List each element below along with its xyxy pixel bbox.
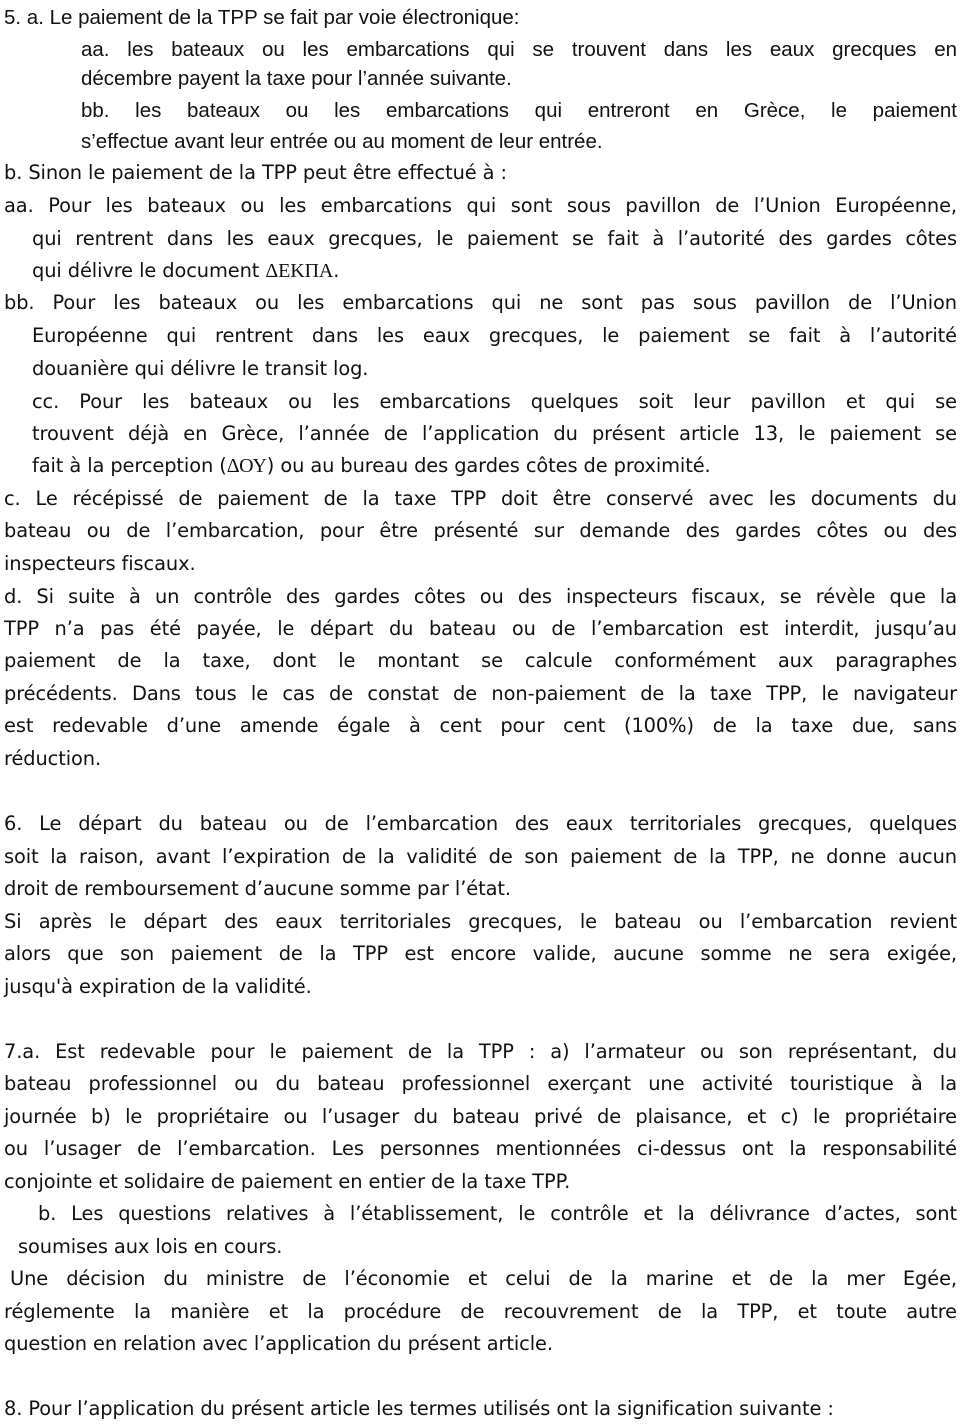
decision-line-3: question en relation avec l’application du présent article. (4, 1332, 553, 1355)
section-5b-bb-line-2: Européenne qui rentrent dans les eaux grecques, le paiement se fait à l’autorité (32, 324, 957, 347)
section-5d-line-3: paiement de la taxe, dont le montant se calcule conformément aux paragraphes (4, 649, 957, 672)
section-6-line-4: Si après le départ des eaux territoriales grecques, le bateau ou l’embarcation revient (4, 910, 957, 933)
section-5c-line-1: c. Le récépissé de paiement de la taxe TPP doit être conservé avec les documents du (4, 487, 957, 510)
section-8-line-1: 8. Pour l’application du présent article les termes utilisés ont la signification suivante : (4, 1397, 834, 1420)
section-5a-bb-line-2: s’effectue avant leur entrée ou au moment de leur entrée. (81, 130, 603, 153)
section-7a-line-2: bateau professionnel ou du bateau professionnel exerçant une activité touristique à la (4, 1072, 957, 1095)
section-5d-line-1: d. Si suite à un contrôle des gardes côtes ou des inspecteurs fiscaux, se révèle que la (4, 585, 957, 608)
section-7b-line-1: b. Les questions relatives à l’établissement, le contrôle et la délivrance d’actes, sont (38, 1202, 957, 1225)
decision-line-1: Une décision du ministre de l’économie et celui de la marine et de la mer Egée, (10, 1267, 957, 1290)
greek-office-code: ΔΟΥ (226, 455, 267, 477)
section-7a-line-4: ou l’usager de l’embarcation. Les personnes mentionnées ci-dessus ont la responsabilité (4, 1137, 957, 1160)
section-5b-cc-line-1: cc. Pour les bateaux ou les embarcations quelques soit leur pavillon et qui se (32, 390, 957, 413)
section-5d-line-4: précédents. Dans tous le cas de constat de non-paiement de la taxe TPP, le navigateur (4, 682, 957, 705)
section-5b-bb-line-3: douanière qui délivre le transit log. (32, 357, 369, 380)
section-6-line-6: jusqu'à expiration de la validité. (4, 975, 312, 998)
section-5a-bb-line-1: bb. les bateaux ou les embarcations qui entreront en Grèce, le paiement (81, 99, 957, 122)
section-6-line-5: alors que son paiement de la TPP est encore valide, aucune somme ne sera exigée, (4, 942, 957, 965)
section-7a-line-5: conjointe et solidaire de paiement en entier de la taxe TPP. (4, 1170, 571, 1193)
section-5b-heading: b. Sinon le paiement de la TPP peut être effectué à : (4, 161, 507, 184)
section-7b-line-2: soumises aux lois en cours. (18, 1235, 283, 1258)
section-5a-heading: 5. a. Le paiement de la TPP se fait par voie électronique: (4, 6, 520, 29)
section-5b-cc-line-3 (32, 453, 711, 479)
section-5b-cc-line-3-text: fait à la perception ( (32, 454, 227, 477)
section-5a-aa-line-1: aa. les bateaux ou les embarcations qui se trouvent dans les eaux grecques en (81, 38, 957, 61)
section-5b-aa-line-3-text: qui délivre le document (32, 259, 266, 282)
section-5d-line-6: réduction. (4, 747, 102, 770)
section-6-line-1: 6. Le départ du bateau ou de l’embarcation des eaux territoriales grecques, quelques (4, 812, 957, 835)
section-5c-line-2: bateau ou de l’embarcation, pour être présenté sur demande des gardes côtes ou des (4, 519, 957, 542)
section-6-line-3: droit de remboursement d’aucune somme par l’état. (4, 877, 511, 900)
section-6-line-2: soit la raison, avant l’expiration de la validité de son paiement de la TPP, ne donne aucun (4, 845, 957, 868)
section-5b-cc-line-3-end: ) ou au bureau des gardes côtes de proximité. (266, 454, 711, 477)
section-5c-line-3: inspecteurs fiscaux. (4, 552, 196, 575)
section-7a-line-1: 7.a. Est redevable pour le paiement de la TPP : a) l’armateur ou son représentant, du (4, 1040, 957, 1063)
decision-line-2: réglemente la manière et la procédure de recouvrement de la TPP, et toute autre (4, 1300, 957, 1323)
section-5b-aa-line-2: qui rentrent dans les eaux grecques, le paiement se fait à l’autorité des gardes côtes (32, 227, 957, 250)
section-5b-bb-line-1: bb. Pour les bateaux ou les embarcations qui ne sont pas sous pavillon de l’Union (4, 291, 957, 314)
document-page (4, 0, 957, 1424)
greek-document-code: ΔΕΚΠΑ (265, 260, 334, 282)
section-5b-aa-line-1: aa. Pour les bateaux ou les embarcations qui sont sous pavillon de l’Union Européenne, (4, 194, 957, 217)
section-5d-line-5: est redevable d’une amende égale à cent pour cent (100%) de la taxe due, sans (4, 714, 957, 737)
section-5b-cc-line-2: trouvent déjà en Grèce, l’année de l’application du présent article 13, le paiement se (32, 422, 957, 445)
section-5a-aa-line-2: décembre payent la taxe pour l’année suivante. (81, 67, 512, 90)
section-5b-aa-line-3 (32, 258, 339, 284)
section-7a-line-3: journée b) le propriétaire ou l’usager du bateau privé de plaisance, et c) le propriétaire (4, 1105, 957, 1128)
section-5d-line-2: TPP n’a pas été payée, le départ du bateau ou de l’embarcation est interdit, jusqu’au (4, 617, 957, 640)
section-5b-aa-line-3-end: . (333, 259, 340, 282)
